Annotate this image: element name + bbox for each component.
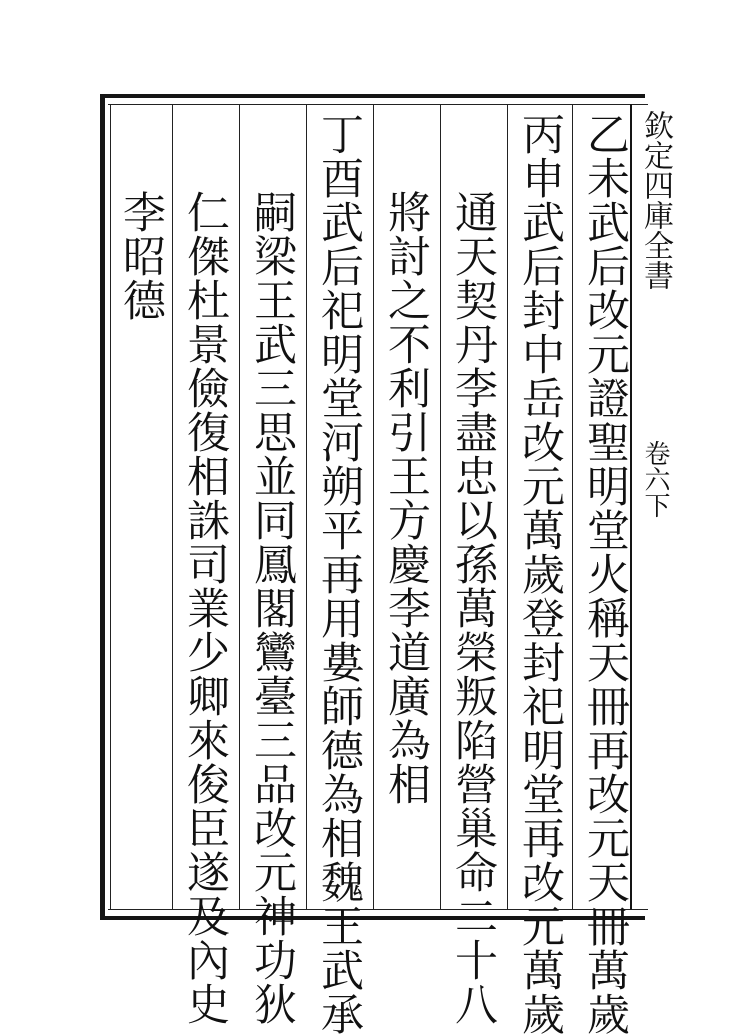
column-rule <box>306 104 307 910</box>
text-column-1: 乙未武后改元證聖明堂火稱天冊再改元天冊萬歲 <box>580 112 630 1036</box>
text-column-7: 仁傑杜景儉復相誅司業少卿來俊臣遂及內史 <box>180 190 230 1026</box>
text-column-3: 通天契丹李盡忠以孫萬榮叛陷營巢命二十八 <box>448 190 498 1026</box>
book-title: 欽定四庫全書 <box>638 110 673 290</box>
text-column-6: 嗣梁王武三思並同鳳閣鸞臺三品改元神功狄 <box>247 190 297 1026</box>
text-column-4: 將討之不利引王方慶李道廣為相 <box>381 190 431 806</box>
text-column-2: 丙申武后封中岳改元萬歲登封祀明堂再改元萬歲 <box>515 112 565 1036</box>
text-column-8: 李昭德 <box>116 190 166 322</box>
column-rule <box>572 104 573 910</box>
volume-label: 卷六下 <box>640 440 670 518</box>
column-rule <box>507 104 508 910</box>
column-rule <box>172 104 173 910</box>
column-rule <box>373 104 374 910</box>
column-rule <box>440 104 441 910</box>
text-column-5: 丁酉武后祀明堂河朔平再用婁師德為相魏王武承 <box>314 112 364 1036</box>
frame-inner-top-line <box>108 104 648 106</box>
frame-inner-left-line <box>110 104 112 910</box>
column-rule <box>239 104 240 910</box>
